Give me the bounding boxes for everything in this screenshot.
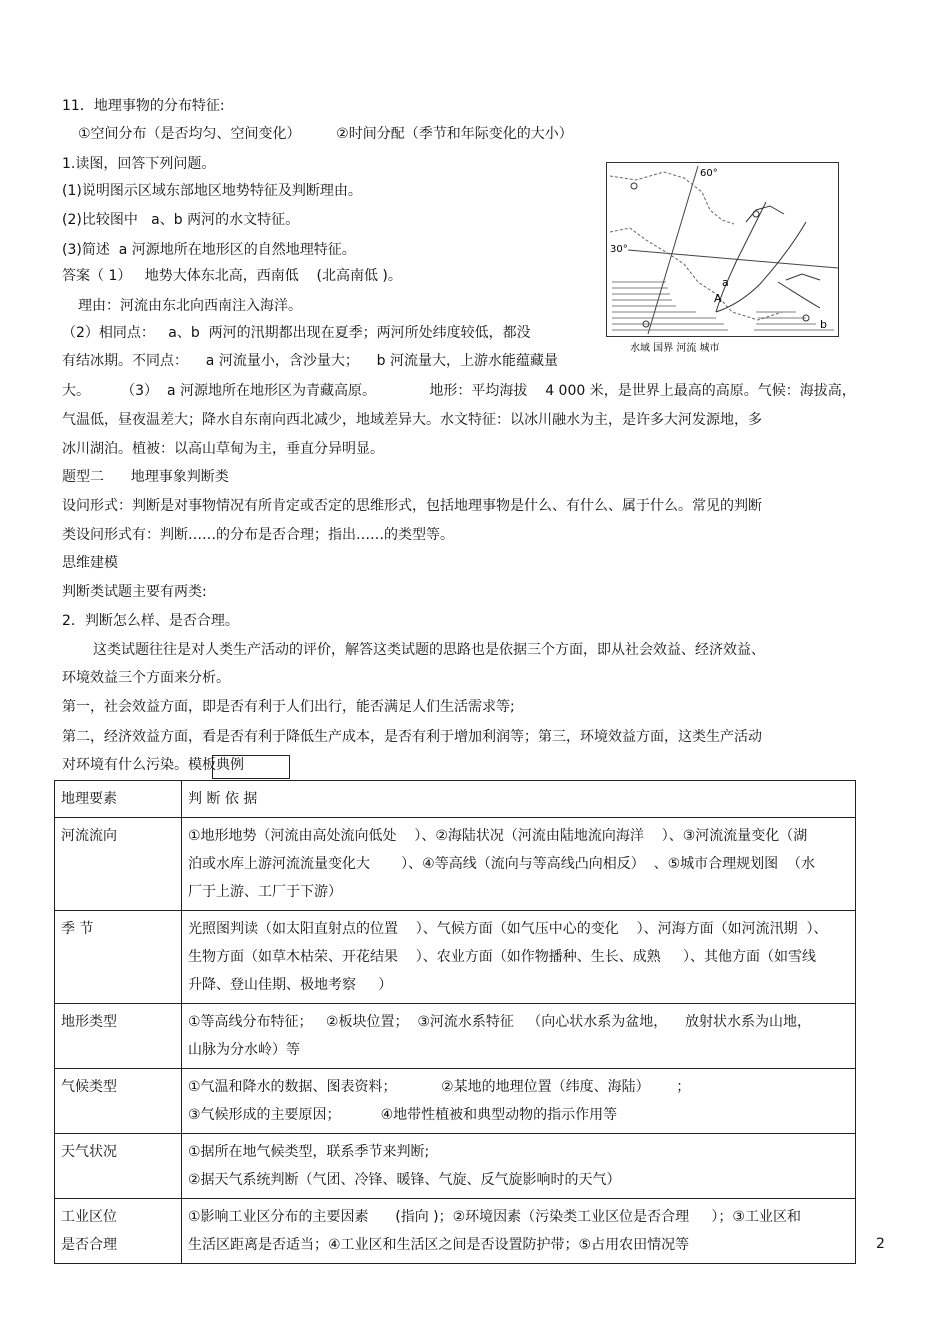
table-key-cell: 地形类型 <box>55 1004 182 1069</box>
table-value-line: ③气候形成的主要原因； ④地带性植被和典型动物的指示作用等 <box>188 1107 618 1123</box>
text-line: 环境效益三个方面来分析。 <box>62 670 230 686</box>
table-key-cell: 河流流向 <box>55 818 182 911</box>
answer-line: （2）相同点： a、b 两河的汛期都出现在夏季；两河所处纬度较低，都没 <box>62 325 531 341</box>
text-line: 对环境有什么污染。模板典例 <box>62 757 244 773</box>
table-value-line: 生物方面（如草木枯荣、开花结果 ）、农业方面（如作物播种、生长、成熟 ）、其他方面（如雪线 <box>188 949 817 965</box>
answer-line: 冰川湖泊。植被：以高山草甸为主，垂直分异明显。 <box>62 441 384 457</box>
lat-label: 60° <box>700 168 718 179</box>
table-value-cell <box>182 818 856 911</box>
table-header-row <box>55 781 856 818</box>
table-value-line: ①据所在地气候类型，联系季节来判断; <box>188 1144 430 1160</box>
text-line: 11．地理事物的分布特征: <box>62 98 225 114</box>
answer-line: 有结冰期。不同点： a 河流量小，含沙量大； b 河流量大，上游水能蕴藏量 <box>62 353 558 369</box>
table-row <box>55 1134 856 1199</box>
table-value-line: 泊或水库上游河流流量变化大 ）、④等高线（流向与等高线凸向相反） 、⑤城市合理规划图 （水 <box>188 856 816 872</box>
answer-line: 答案（ 1） 地势大体东北高，西南低 (北高南低 )。 <box>62 268 402 284</box>
answer-line: 气温低，昼夜温差大；降水自东南向西北减少，地域差异大。水文特征：以冰川融水为主，是许多大河发源地，多 <box>62 412 762 428</box>
table-row <box>55 818 856 911</box>
subheading: 思维建模 <box>62 555 118 571</box>
table-value-line: 厂于上游、工厂于下游） <box>188 884 342 900</box>
text-line: ①空间分布（是否均匀、空间变化） ②时间分配（季节和年际变化的大小） <box>78 126 573 142</box>
table-value-line: ①影响工业区分布的主要因素 (指向 )；②环境因素（污染类工业区位是否合理 ）；③工业区和 <box>188 1209 801 1225</box>
table-value-line: ①气温和降水的数据、图表资料； ②某地的地理位置（纬度、海陆） ； <box>188 1079 691 1095</box>
criteria-table <box>54 780 856 1264</box>
table-key-cell: 气候类型 <box>55 1069 182 1134</box>
question-part: (2)比较图中 a、b 两河的水文特征。 <box>62 212 300 228</box>
text-line: 判断类试题主要有两类: <box>62 584 207 600</box>
table-value-line: ①地形地势（河流由高处流向低处 ）、②海陆状况（河流由陆地流向海洋 ）、③河流流量变化（湖 <box>188 828 808 844</box>
page-number: 2 <box>876 1236 885 1252</box>
text-line: 第一，社会效益方面，即是否有利于人们出行，能否满足人们生活需求等; <box>62 699 515 715</box>
table-key-cell: 季 节 <box>55 911 182 1004</box>
section-heading: 题型二 地理事象判断类 <box>62 469 229 485</box>
question-part: (3)简述 a 河源地所在地形区的自然地理特征。 <box>62 242 356 258</box>
table-value-cell <box>182 911 856 1004</box>
river-label-b: b <box>820 318 827 331</box>
table-row <box>55 1069 856 1134</box>
answer-line: 大。 （3） a 河源地所在地形区为青藏高原。 地形：平均海拔 4 000 米，是世界上最高的高原。气候：海拔高， <box>62 383 856 399</box>
point-label-A: A <box>714 292 722 305</box>
table-key-cell: 工业区位 是否合理 <box>55 1199 182 1264</box>
text-line: 2．判断怎么样、是否合理。 <box>62 613 239 629</box>
question-part: (1)说明图示区域东部地区地势特征及判断理由。 <box>62 183 362 199</box>
table-value-cell <box>182 1004 856 1069</box>
table-value-line: 山脉为分水岭）等 <box>188 1042 300 1058</box>
text-line: 类设问形式有：判断……的分布是否合理；指出……的类型等。 <box>62 527 454 543</box>
region-map <box>606 162 839 356</box>
text-line: 设问形式：判断是对事物情况有所肯定或否定的思维形式，包括地理事物是什么、有什么、属于什么。常见的判断 <box>62 498 762 514</box>
text-line: 这类试题往往是对人类生产活动的评价，解答这类试题的思路也是依据三个方面，即从社会效益、经济效益、 <box>93 642 765 658</box>
map-legend: 水域 国界 河流 城市 <box>630 343 720 354</box>
table-value-cell <box>182 1199 856 1264</box>
table-value-line: 光照图判读（如太阳直射点的位置 ）、气候方面（如气压中心的变化 ）、河海方面（如河流汛期 ）、 <box>188 921 828 937</box>
table-key-cell: 天气状况 <box>55 1134 182 1199</box>
answer-line: 理由：河流由东北向西南注入海洋。 <box>78 298 302 314</box>
text-line: 第二，经济效益方面，看是否有利于降低生产成本，是否有利于增加利润等；第三，环境效益方面，这类生产活动 <box>62 729 762 745</box>
table-value-cell <box>182 1134 856 1199</box>
table-value-line: 生活区距离是否适当；④工业区和生活区之间是否设置防护带；⑤占用农田情况等 <box>188 1237 690 1253</box>
table-row <box>55 1004 856 1069</box>
table-value-line: 升降、登山佳期、极地考察 ） <box>188 977 393 993</box>
table-row <box>55 1199 856 1264</box>
river-label-a: a <box>722 276 729 289</box>
table-row <box>55 911 856 1004</box>
table-header-cell: 判 断 依 据 <box>182 781 856 818</box>
table-value-line: ②据天气系统判断（气团、冷锋、暖锋、气旋、反气旋影响时的天气） <box>188 1172 621 1188</box>
table-value-cell <box>182 1069 856 1134</box>
highlight-box <box>212 755 290 779</box>
lat-label: 30° <box>610 244 628 255</box>
table-value-line: ①等高线分布特征； ②板块位置； ③河流水系特征 （向心状水系为盆地， 放射状水系为山地， <box>188 1014 812 1030</box>
question-title: 1.读图，回答下列问题。 <box>62 156 216 172</box>
table-header-cell: 地理要素 <box>55 781 182 818</box>
